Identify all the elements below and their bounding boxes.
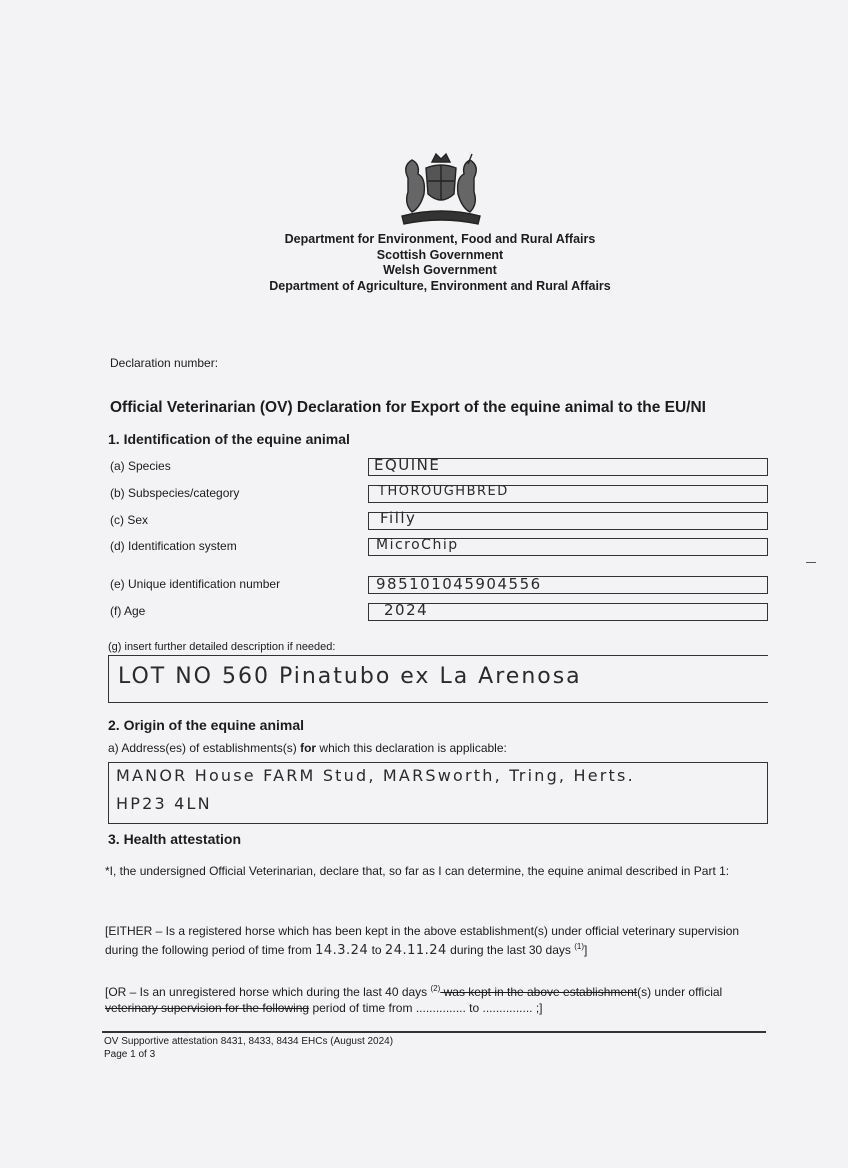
address-line-1: MANOR House FARM Stud, MARSworth, Tring, Herts. (116, 766, 635, 785)
department-names (230, 232, 650, 294)
department-line: Department for Environment, Food and Rural Affairs (284, 232, 596, 246)
footer-reference: OV Supportive attestation 8431, 8433, 8434 EHCs (August 2024) (104, 1036, 394, 1047)
department-line: Welsh Government (383, 263, 497, 277)
either-clause: [EITHER – Is a registered horse which has been kept in the above establishment(s) under official veterinary supervision during the following period of time from 14.3.24 to 24.11.24 during the last 30 days $^{(1)}$] (105, 924, 740, 958)
document-title: Official Veterinarian (OV) Declaration for Export of the equine animal to the EU/NI (110, 399, 706, 416)
page-number: Page 1 of 3 (104, 1049, 156, 1060)
declaration-number-label: Declaration number: (110, 356, 219, 370)
section-1-heading: 1. Identification of the equine animal (108, 431, 350, 447)
either-from-date: 14.3.24 (315, 943, 369, 958)
further-description-value: LOT NO 560 Pinatubo ex La Arenosa (118, 664, 582, 689)
address-line-2: HP23 4LN (116, 794, 212, 813)
either-to-date: 24.11.24 (384, 943, 447, 958)
sex-field[interactable] (368, 512, 768, 530)
department-line: Scottish Government (376, 247, 504, 262)
species-value: EQUINE (374, 456, 441, 474)
identification-system-value: MicroChip (376, 537, 459, 553)
sex-label: (c) Sex (110, 513, 149, 527)
age-value: 2024 (384, 601, 429, 619)
address-sublabel: a) Address(es) of establishments(s) for which this declaration is applicable: (108, 741, 507, 755)
footer-divider (102, 1031, 766, 1033)
department-line: Department of Agriculture, Environment and Rural Affairs (269, 278, 611, 293)
species-label: (a) Species (110, 459, 171, 473)
unique-id-value: 985101045904556 (376, 575, 542, 593)
section-2-heading: 2. Origin of the equine animal (108, 717, 305, 733)
attestation-intro: *I, the undersigned Official Veterinarian, declare that, so far as I can determine, the equine animal described in Part 1: (105, 864, 730, 878)
further-description-label: (g) insert further detailed description if needed: (108, 641, 336, 653)
subspecies-label: (b) Subspecies/category (110, 486, 240, 500)
royal-coat-of-arms (392, 148, 490, 228)
subspecies-value: THOROUGHBRED (378, 484, 509, 499)
age-label: (f) Age (110, 604, 146, 618)
identification-system-label: (d) Identification system (110, 539, 237, 553)
section-3-heading: 3. Health attestation (108, 831, 242, 847)
margin-mark (806, 562, 816, 563)
sex-value: Filly (380, 509, 417, 527)
or-clause: [OR – Is an unregistered horse which during the last 40 days $^{(2)}$ was kept in the above establishment(s) under official veterinary supervision for the following period of time from ............... to ............... ;] (105, 984, 723, 1015)
unique-id-label: (e) Unique identification number (110, 577, 281, 591)
